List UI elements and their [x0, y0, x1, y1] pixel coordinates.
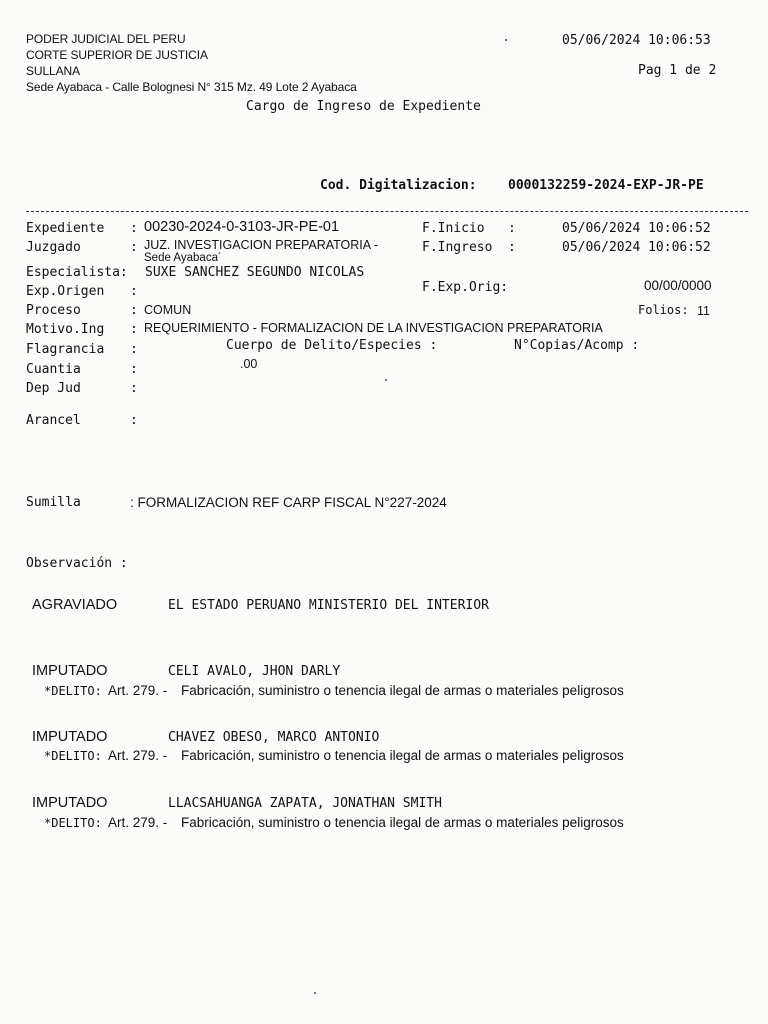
- colon: :: [130, 362, 138, 377]
- agraviado-role: AGRAVIADO: [32, 597, 118, 613]
- imputado-role: IMPUTADO: [32, 795, 108, 811]
- court-address: Sede Ayabaca - Calle Bolognesi N° 315 Mz. 49 Lote 2 Ayabaca: [26, 80, 357, 94]
- page-indicator: Pag 1 de 2: [638, 63, 717, 78]
- document-title: Cargo de Ingreso de Expediente: [246, 99, 481, 114]
- colon: :: [130, 284, 138, 299]
- scan-speck: [505, 39, 507, 41]
- f-inicio-value: 05/06/2024 10:06:52: [562, 221, 711, 236]
- cuerpo-delito-label: Cuerpo de Delito/Especies :: [226, 338, 438, 353]
- digitalizacion-code: 0000132259-2024-EXP-JR-PE: [508, 178, 704, 193]
- delito-description: Fabricación, suministro o tenencia ilegal de armas o materiales peligrosos: [181, 748, 624, 763]
- juzgado-label: Juzgado: [26, 240, 81, 255]
- f-exp-orig-value: 00/00/0000: [644, 278, 712, 293]
- proceso-label: Proceso: [26, 303, 81, 318]
- cuantia-label: Cuantia: [26, 362, 81, 377]
- observacion-label: Observación :: [26, 556, 128, 571]
- colon: :: [130, 322, 138, 337]
- delito-label: *DELITO:: [44, 684, 102, 698]
- proceso-value: COMUN: [144, 303, 192, 317]
- colon: :: [508, 240, 516, 255]
- delito-description: Fabricación, suministro o tenencia ilegal de armas o materiales peligrosos: [181, 683, 624, 698]
- colon: :: [130, 342, 138, 357]
- scan-speck: [385, 379, 387, 381]
- sumilla-label: Sumilla: [26, 495, 81, 510]
- imputado-name: LLACSAHUANGA ZAPATA, JONATHAN SMITH: [168, 796, 442, 811]
- motivo-value: REQUERIMIENTO - FORMALIZACION DE LA INVESTIGACION PREPARATORIA: [144, 321, 603, 335]
- delito-article: Art. 279. -: [108, 748, 168, 763]
- juzgado-value: JUZ. INVESTIGACION PREPARATORIA -: [144, 238, 379, 252]
- print-datetime: 05/06/2024 10:06:53: [562, 33, 711, 48]
- copias-label: N°Copias/Acomp :: [514, 338, 640, 353]
- dep-jud-label: Dep Jud: [26, 381, 81, 396]
- f-exp-orig-label: F.Exp.Orig:: [422, 280, 509, 295]
- colon: :: [130, 221, 138, 236]
- court-district: SULLANA: [26, 64, 80, 78]
- juzgado-value-sede: Sede Ayabaca´: [144, 252, 222, 264]
- especialista-label: Especialista:: [26, 265, 128, 280]
- colon: :: [130, 413, 138, 428]
- imputado-role: IMPUTADO: [32, 663, 108, 679]
- scan-speck: [314, 992, 316, 994]
- colon: :: [130, 303, 138, 318]
- motivo-label: Motivo.Ing: [26, 322, 105, 337]
- delito-article: Art. 279. -: [108, 815, 168, 830]
- delito-label: *DELITO:: [44, 816, 102, 830]
- folios-value: 11: [697, 304, 710, 318]
- f-inicio-label: F.Inicio: [422, 221, 485, 236]
- f-ingreso-value: 05/06/2024 10:06:52: [562, 240, 711, 255]
- f-ingreso-label: F.Ingreso: [422, 240, 493, 255]
- sumilla-value: : FORMALIZACION REF CARP FISCAL N°227-2024: [130, 495, 447, 510]
- dashed-separator: [26, 211, 748, 212]
- flagrancia-label: Flagrancia: [26, 342, 105, 357]
- folios-label: Folios:: [638, 303, 689, 317]
- imputado-role: IMPUTADO: [32, 729, 108, 745]
- agraviado-name: EL ESTADO PERUANO MINISTERIO DEL INTERIOR: [168, 598, 489, 613]
- court-division: CORTE SUPERIOR DE JUSTICIA: [26, 48, 208, 62]
- court-name: PODER JUDICIAL DEL PERU: [26, 32, 186, 46]
- expediente-value: 00230-2024-0-3103-JR-PE-01: [144, 219, 340, 235]
- delito-label: *DELITO:: [44, 749, 102, 763]
- colon: :: [508, 221, 516, 236]
- delito-article: Art. 279. -: [108, 683, 168, 698]
- delito-description: Fabricación, suministro o tenencia ilegal de armas o materiales peligrosos: [181, 815, 624, 830]
- imputado-name: CELI AVALO, JHON DARLY: [168, 664, 341, 679]
- arancel-label: Arancel: [26, 413, 81, 428]
- colon: :: [130, 381, 138, 396]
- digitalizacion-label: Cod. Digitalizacion:: [320, 178, 477, 193]
- exp-origen-label: Exp.Origen: [26, 284, 105, 299]
- cuantia-value: .00: [240, 357, 258, 371]
- expediente-label: Expediente: [26, 221, 105, 236]
- colon: :: [130, 240, 138, 255]
- imputado-name: CHAVEZ OBESO, MARCO ANTONIO: [168, 730, 380, 745]
- especialista-value: SUXE SANCHEZ SEGUNDO NICOLAS: [145, 265, 365, 280]
